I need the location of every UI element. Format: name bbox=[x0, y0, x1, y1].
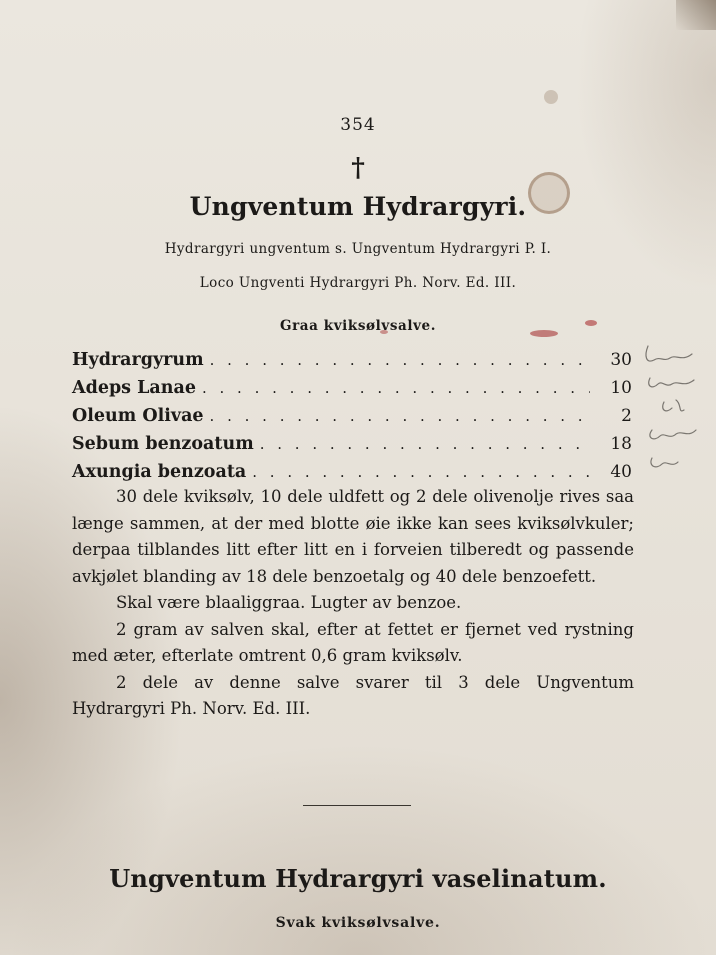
paragraph-method: 30 dele kviksølv, 10 dele uldfett og 2 dele olivenolje rives saa længe sammen, at der med blotte øie ikke kan sees kviksølvkuler; derpaa tilblandes litt efter litt en i forveien tilberedt og passende avkjølet blanding av 18 dele benzoetalg og 40 dele benzoefett. bbox=[72, 487, 634, 586]
paragraph-appearance: Skal være blaaliggraa. Lugter av benzoe. bbox=[116, 593, 462, 612]
page-corner-shadow bbox=[676, 0, 716, 30]
dagger-mark: † bbox=[351, 153, 365, 183]
page-number: 354 bbox=[340, 115, 376, 135]
ingredient-name: Sebum benzoatum bbox=[72, 434, 254, 454]
dot-leader bbox=[210, 402, 590, 430]
ingredient-quantity: 2 bbox=[621, 406, 632, 426]
water-stain-small bbox=[544, 90, 558, 104]
dot-leader bbox=[210, 346, 590, 374]
ingredient-list bbox=[72, 346, 632, 486]
ingredient-name: Axungia benzoata bbox=[72, 462, 247, 482]
ingredient-name: Adeps Lanae bbox=[72, 378, 196, 398]
dot-leader bbox=[260, 430, 590, 458]
ingredient-quantity: 10 bbox=[610, 378, 632, 398]
monograph-title-next: Ungventum Hydrargyri vaselinatum. bbox=[109, 864, 607, 893]
section-divider bbox=[303, 805, 411, 806]
ingredient-row bbox=[72, 430, 632, 458]
ingredient-quantity: 40 bbox=[610, 462, 632, 482]
paragraph-assay: 2 gram av salven skal, efter at fettet er fjernet ved rystning med æter, efterlate omtrent 0,6 gram kviksølv. bbox=[72, 619, 634, 665]
ingredient-row bbox=[72, 346, 632, 374]
monograph-subtitle-next: Svak kviksølvsalve. bbox=[275, 915, 441, 931]
ingredient-name: Oleum Olivae bbox=[72, 406, 204, 426]
ingredient-row bbox=[72, 458, 632, 486]
ingredient-quantity: 18 bbox=[610, 434, 632, 454]
ingredient-row bbox=[72, 374, 632, 402]
ingredient-quantity: 30 bbox=[610, 350, 632, 370]
dot-leader bbox=[202, 374, 590, 402]
pencil-scribbles bbox=[642, 338, 702, 488]
dot-leader bbox=[252, 458, 590, 486]
monograph-title: Ungventum Hydrargyri. bbox=[189, 192, 527, 221]
monograph-subtitle: Graa kviksølvsalve. bbox=[279, 318, 437, 334]
pencil-annotations bbox=[642, 338, 702, 488]
ingredient-row bbox=[72, 402, 632, 430]
replaces-line: Loco Ungventi Hydrargyri Ph. Norv. Ed. III. bbox=[199, 275, 517, 291]
ingredient-name: Hydrargyrum bbox=[72, 350, 204, 370]
paragraph-equivalence: 2 dele av denne salve svarer til 3 dele Ungventum Hydrargyri Ph. Norv. Ed. III. bbox=[72, 672, 634, 718]
synonym-line: Hydrargyri ungventum s. Ungventum Hydrargyri P. I. bbox=[164, 241, 552, 257]
preparation-text bbox=[72, 484, 634, 723]
